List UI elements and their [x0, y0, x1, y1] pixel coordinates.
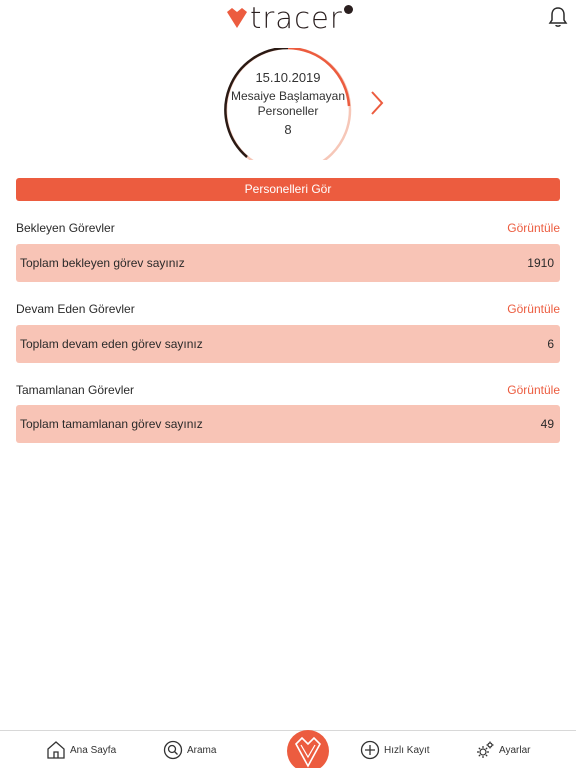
pending-tasks-header: [16, 221, 560, 237]
section-title: Tamamlanan Görevler: [16, 383, 135, 397]
app-logo: [226, 2, 343, 34]
section-title: Devam Eden Görevler: [16, 302, 135, 316]
tab-label: Arama: [187, 744, 217, 756]
tab-settings[interactable]: [475, 731, 531, 768]
pending-tasks-card[interactable]: [16, 244, 560, 282]
tracer-logo-icon: [226, 7, 248, 29]
card-value: 6: [547, 337, 554, 351]
card-label: Toplam tamamlanan görev sayınız: [20, 417, 203, 431]
in-progress-tasks-header: [16, 302, 560, 318]
summary-title: [220, 89, 356, 119]
card-label: Toplam devam eden görev sayınız: [20, 337, 203, 351]
completed-tasks-header: [16, 383, 560, 399]
summary-date: 15.10.2019: [255, 70, 321, 85]
registered-mark-icon: [344, 5, 353, 14]
app-header: [0, 0, 576, 36]
summary-title-line2: Personeller: [257, 104, 319, 118]
summary-title-line1: Mesaiye Başlamayan: [230, 89, 346, 103]
card-label: Toplam bekleyen görev sayınız: [20, 256, 185, 270]
card-value: 1910: [527, 256, 554, 270]
tracer-logo-icon: [287, 730, 329, 768]
view-pending-link[interactable]: Görüntüle: [507, 221, 560, 235]
completed-tasks-card[interactable]: [16, 405, 560, 443]
tab-label: Ayarlar: [499, 744, 531, 756]
chevron-right-icon[interactable]: [369, 90, 385, 116]
home-icon: [46, 740, 66, 760]
in-progress-tasks-card[interactable]: [16, 325, 560, 363]
tab-quick-record[interactable]: [360, 731, 430, 768]
view-staff-button[interactable]: Personelleri Gör: [16, 178, 560, 201]
tab-home[interactable]: [46, 731, 116, 768]
card-value: 49: [540, 417, 554, 431]
summary-count: 8: [284, 122, 292, 137]
tab-label: Ana Sayfa: [70, 744, 117, 756]
bell-icon[interactable]: [546, 5, 570, 29]
gears-icon: [475, 740, 495, 760]
search-icon: [163, 740, 183, 760]
center-logo-button[interactable]: [287, 730, 329, 768]
view-completed-link[interactable]: Görüntüle: [507, 383, 560, 397]
tab-search[interactable]: [163, 731, 216, 768]
app-name: tracer: [250, 1, 343, 35]
view-in-progress-link[interactable]: Görüntüle: [507, 302, 560, 316]
section-title: Bekleyen Görevler: [16, 221, 115, 235]
not-started-staff-summary: [220, 48, 356, 164]
plus-circle-icon: [360, 740, 380, 760]
tab-label: Hızlı Kayıt: [384, 744, 430, 756]
